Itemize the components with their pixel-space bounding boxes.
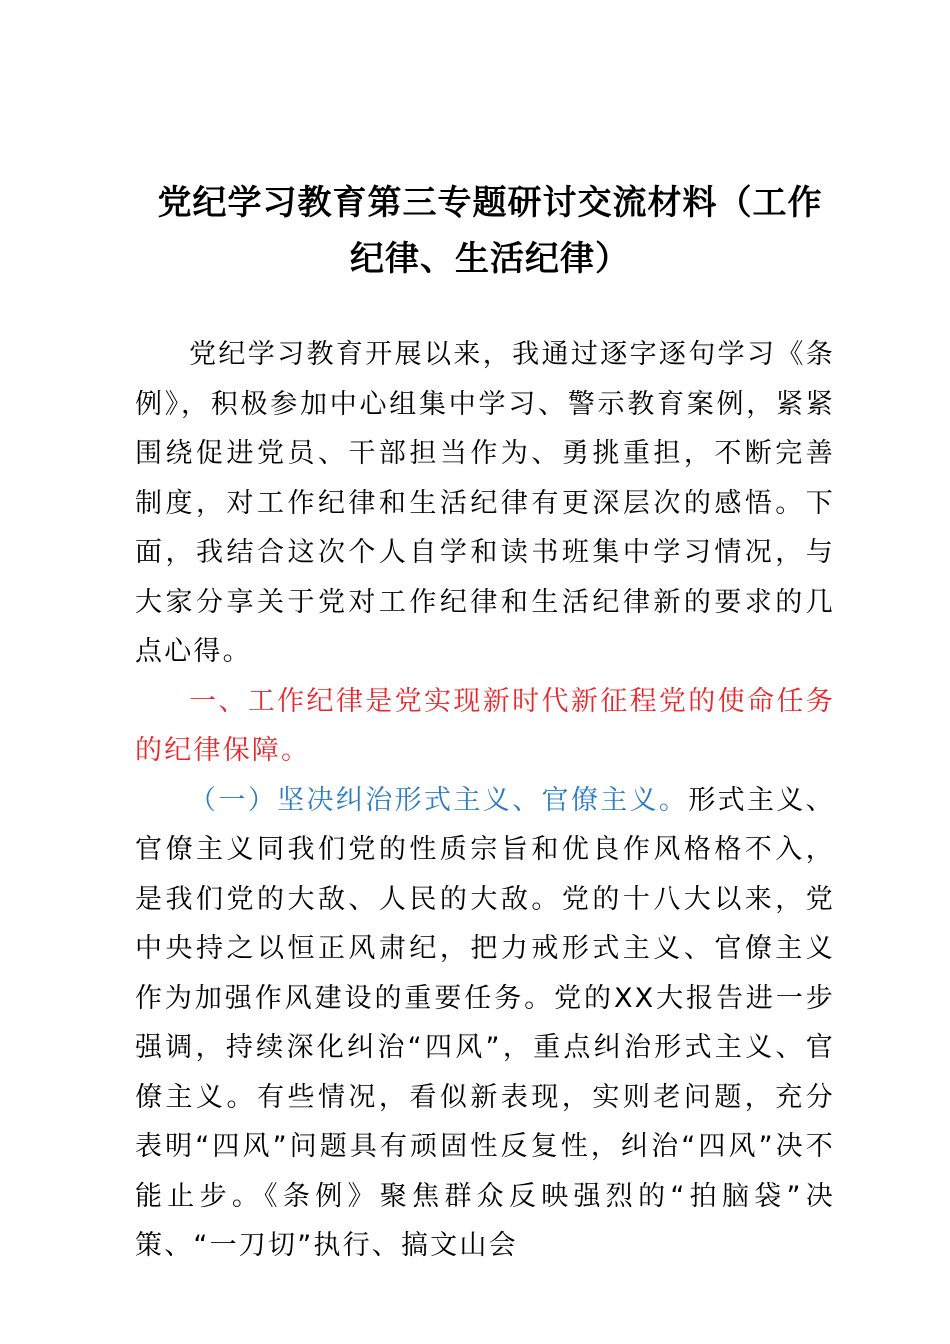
- subsection-heading-1: （一）坚决纠治形式主义、官僚主义。: [189, 784, 689, 816]
- section-heading-1: 一、工作纪律是党实现新时代新征程党的使命任务的纪律保障。: [135, 685, 835, 766]
- intro-paragraph: 党纪学习教育开展以来，我通过逐字逐句学习《条例》，积极参加中心组集中学习、警示教育案例，紧紧围绕促进党员、干部担当作为、勇挑重担，不断完善制度，对工作纪律和生活纪律有更深层次的感悟。下面，我结合这次个人自学和读书班集中学习情况，与大家分享关于党对工作纪律和生活纪律新的要求的几点心得。: [135, 339, 835, 667]
- title-line-2: 纪律、生活纪律）: [350, 239, 630, 279]
- subsection-paragraph-1: [135, 776, 835, 1271]
- subsection-text-1: 形式主义、官僚主义同我们党的性质宗旨和优良作风格格不入，是我们党的大敌、人民的大敌。党的十八大以来，党中央持之以恒正风肃纪，把力戒形式主义、官僚主义作为加强作风建设的重要任务。党的XX大报告进一步强调，持续深化纠治“四风”，重点纠治形式主义、官僚主义。有些情况，看似新表现，实则老问题，充分表明“四风”问题具有顽固性反复性，纠治“四风”决不能止步。《条例》聚焦群众反映强烈的“拍脑袋”决策、“一刀切”执行、搞文山会: [135, 784, 835, 1261]
- title-line-1: 党纪学习教育第三专题研讨交流材料（工作: [157, 183, 823, 223]
- document-title: [130, 175, 850, 287]
- document-body: [135, 330, 835, 1271]
